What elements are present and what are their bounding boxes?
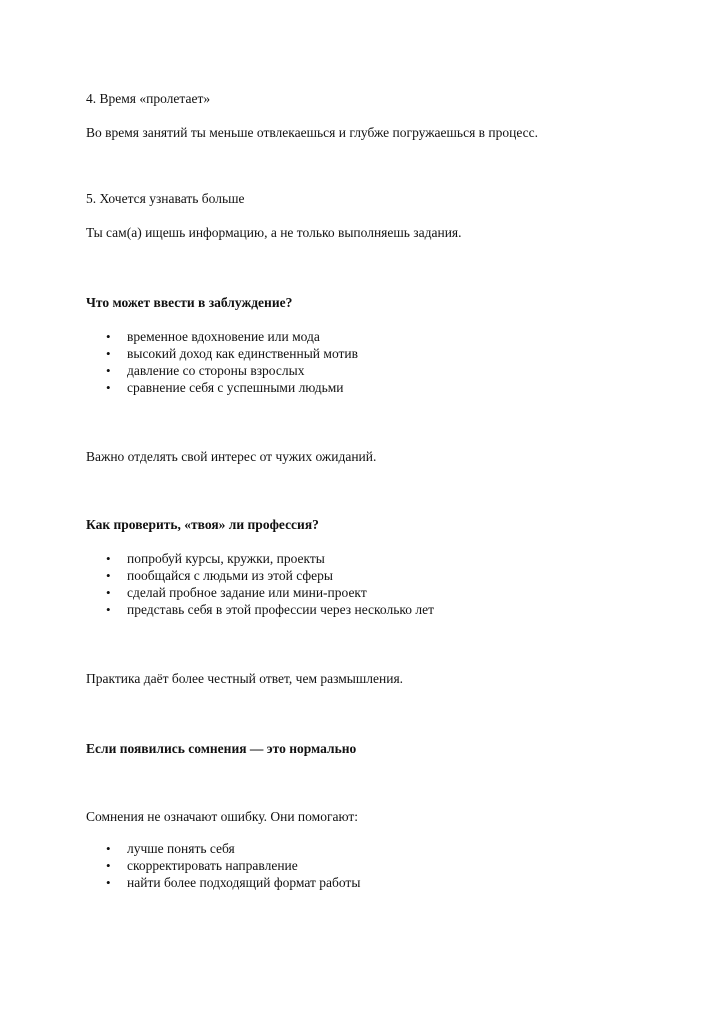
point-5-text: Ты сам(а) ищешь информацию, а не только выполняешь задания. <box>86 225 462 240</box>
list-item <box>86 362 358 379</box>
bullet-icon: • <box>106 346 111 361</box>
list-item <box>86 857 360 874</box>
bullet-icon: • <box>106 585 111 600</box>
list-item-text: лучше понять себя <box>127 841 235 856</box>
list-item-text: давление со стороны взрослых <box>127 363 305 378</box>
list-item-text: высокий доход как единственный мотив <box>127 346 359 361</box>
list-item-text: сравнение себя с успешными людьми <box>127 380 344 395</box>
doubts-section-title: Если появились сомнения — это нормально <box>86 741 357 756</box>
list-item-text: попробуй курсы, кружки, проекты <box>127 551 325 566</box>
check-list <box>86 550 434 618</box>
bullet-icon: • <box>106 841 111 856</box>
misleading-list <box>86 328 358 396</box>
list-item <box>86 345 358 362</box>
doubts-list <box>86 840 360 891</box>
check-section-title: Как проверить, «твоя» ли профессия? <box>86 517 319 532</box>
bullet-icon: • <box>106 363 111 378</box>
bullet-icon: • <box>106 551 111 566</box>
bullet-icon: • <box>106 602 111 617</box>
list-item <box>86 567 434 584</box>
check-conclusion: Практика даёт более честный ответ, чем размышления. <box>86 671 404 686</box>
list-item <box>86 874 360 891</box>
misleading-section-title: Что может ввести в заблуждение? <box>86 295 293 310</box>
bullet-icon: • <box>106 568 111 583</box>
list-item <box>86 584 434 601</box>
list-item-text: скорректировать направление <box>127 858 298 873</box>
bullet-icon: • <box>106 858 111 873</box>
bullet-icon: • <box>106 329 111 344</box>
point-5-heading: 5. Хочется узнавать больше <box>86 191 245 206</box>
list-item-text: найти более подходящий формат работы <box>127 875 361 890</box>
misleading-conclusion: Важно отделять свой интерес от чужих ожиданий. <box>86 449 377 464</box>
bullet-icon: • <box>106 875 111 890</box>
list-item-text: временное вдохновение или мода <box>127 329 320 344</box>
list-item <box>86 840 360 857</box>
list-item-text: сделай пробное задание или мини-проект <box>127 585 367 600</box>
list-item <box>86 379 358 396</box>
doubts-intro: Сомнения не означают ошибку. Они помогают: <box>86 809 359 824</box>
bullet-icon: • <box>106 380 111 395</box>
list-item <box>86 328 358 345</box>
list-item-text: представь себя в этой профессии через несколько лет <box>127 602 435 617</box>
list-item <box>86 601 434 618</box>
point-4-text: Во время занятий ты меньше отвлекаешься и глубже погружаешься в процесс. <box>86 125 539 140</box>
point-4-heading: 4. Время «пролетает» <box>86 91 211 106</box>
list-item <box>86 550 434 567</box>
list-item-text: пообщайся с людьми из этой сферы <box>127 568 333 583</box>
